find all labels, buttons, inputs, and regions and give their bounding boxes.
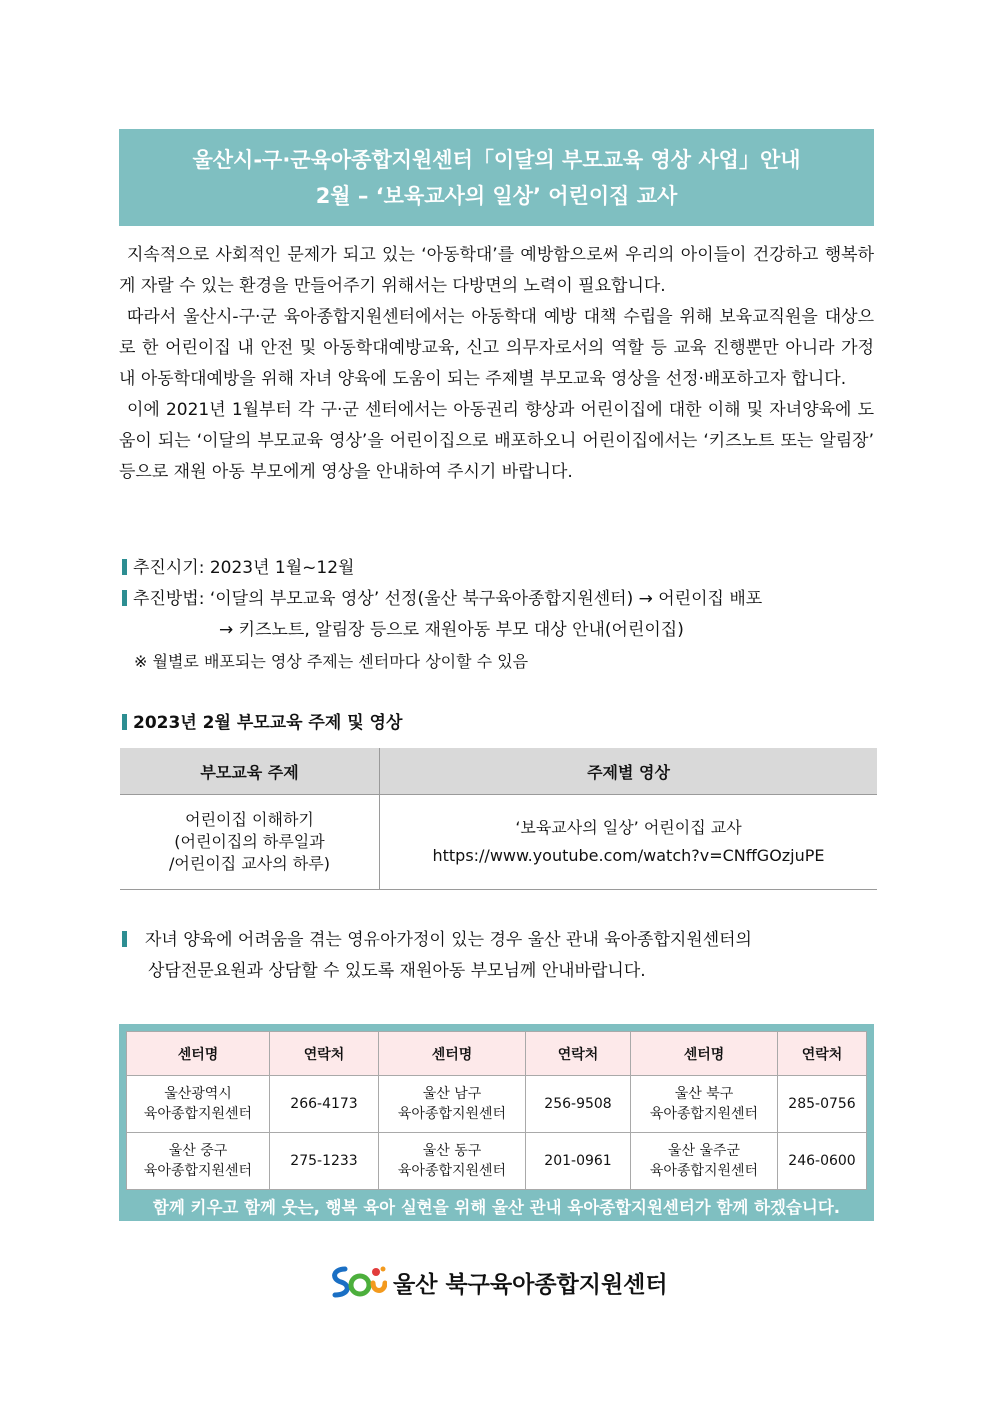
organization-logo bbox=[327, 1262, 668, 1302]
document-title bbox=[119, 129, 874, 226]
section-title bbox=[122, 708, 402, 738]
center-name bbox=[127, 1133, 270, 1190]
topic-line-3: /어린이집 교사의 하루) bbox=[169, 854, 330, 873]
center-name-line-2: 육아종합지원센터 bbox=[397, 1163, 507, 1179]
center-name-line-1: 울산 남구 bbox=[422, 1086, 482, 1102]
center-name-line-1: 울산 동구 bbox=[422, 1143, 482, 1159]
center-name-line-2: 육아종합지원센터 bbox=[143, 1163, 253, 1179]
contact-header: 연락처 bbox=[778, 1032, 867, 1076]
table-row bbox=[127, 1133, 867, 1190]
center-phone: 246-0600 bbox=[778, 1133, 867, 1190]
topic-cell bbox=[120, 795, 380, 890]
topic-line-2: (어린이집의 하루일과 bbox=[174, 832, 325, 851]
contact-header: 연락처 bbox=[270, 1032, 379, 1076]
center-name-header: 센터명 bbox=[379, 1032, 526, 1076]
centers-table bbox=[126, 1031, 867, 1190]
center-name-line-1: 울산 울주군 bbox=[667, 1143, 741, 1159]
org-logo-icon bbox=[327, 1263, 387, 1301]
center-name bbox=[379, 1133, 526, 1190]
center-name-line-2: 육아종합지원센터 bbox=[649, 1163, 759, 1179]
intro-paragraph-3: 이에 2021년 1월부터 각 구·군 센터에서는 아동권리 향상과 어린이집에 대한 이해 및 자녀양육에 도움이 되는 ‘이달의 부모교육 영상’을 어린이집으로 배포하오니 어린이집에서는 ‘키즈노트 또는 알림장’ 등으로 재원 아동 부모에게 영상을 안내하여 주시기 바랍니다. bbox=[119, 400, 874, 482]
center-name bbox=[631, 1076, 778, 1133]
topic-table bbox=[120, 748, 877, 890]
center-name-header: 센터명 bbox=[127, 1032, 270, 1076]
center-name-line-1: 울산광역시 bbox=[164, 1086, 232, 1102]
bullet-bar-icon bbox=[122, 931, 127, 947]
center-name-line-1: 울산 북구 bbox=[674, 1086, 734, 1102]
bullet-bar-icon bbox=[122, 590, 127, 606]
info-period bbox=[122, 553, 874, 584]
topic-header: 부모교육 주제 bbox=[120, 748, 380, 795]
center-phone: 285-0756 bbox=[778, 1076, 867, 1133]
info-period-text: 추진시기: 2023년 1월~12월 bbox=[133, 558, 355, 578]
center-name-line-1: 울산 중구 bbox=[168, 1143, 228, 1159]
info-method bbox=[122, 584, 874, 615]
center-phone: 256-9508 bbox=[526, 1076, 631, 1133]
table-row bbox=[127, 1076, 867, 1133]
note-line-2: 상담전문요원과 상담할 수 있도록 재원아동 부모님께 안내바랍니다. bbox=[148, 961, 646, 981]
video-cell bbox=[380, 795, 878, 890]
center-phone: 201-0961 bbox=[526, 1133, 631, 1190]
intro-paragraph-1: 지속적으로 사회적인 문제가 되고 있는 ‘아동학대’를 예방함으로써 우리의 아이들이 건강하고 행복하게 자랄 수 있는 환경을 만들어주기 위해서는 다방면의 노력이 필요합니다. bbox=[119, 245, 874, 296]
center-name bbox=[127, 1076, 270, 1133]
center-name-line-2: 육아종합지원센터 bbox=[143, 1106, 253, 1122]
title-line-2: 2월 – ‘보육교사의 일상’ 어린이집 교사 bbox=[315, 184, 678, 208]
intro-paragraph-2: 따라서 울산시-구·군 육아종합지원센터에서는 아동학대 예방 대책 수립을 위해 보육교직원을 대상으로 한 어린이집 내 안전 및 아동학대예방교육, 신고 의무자로서의 역할 등 교육 진행뿐만 아니라 가정 내 아동학대예방을 위해 자녀 양육에 도움이 되는 주제별 부모교육 영상을 선정·배포하고자 합니다. bbox=[119, 307, 874, 389]
intro-text bbox=[119, 240, 874, 488]
logo-text: 울산 북구육아종합지원센터 bbox=[393, 1271, 668, 1298]
title-line-1: 울산시-구·군육아종합지원센터「이달의 부모교육 영상 사업」안내 bbox=[192, 148, 801, 172]
section-title-text: 2023년 2월 부모교육 주제 및 영상 bbox=[133, 713, 403, 733]
topic-line-1: 어린이집 이해하기 bbox=[185, 810, 314, 829]
note-line-1: 자녀 양육에 어려움을 겪는 영유아가정이 있는 경우 울산 관내 육아종합지원센터의 bbox=[145, 930, 752, 950]
video-header: 주제별 영상 bbox=[380, 748, 878, 795]
center-name bbox=[631, 1133, 778, 1190]
video-title: ‘보육교사의 일상’ 어린이집 교사 bbox=[515, 818, 742, 837]
info-method-text-1: 추진방법: ‘이달의 부모교육 영상’ 선정(울산 북구육아종합지원센터) → 어린이집 배포 bbox=[133, 589, 763, 609]
center-phone: 266-4173 bbox=[270, 1076, 379, 1133]
center-phone: 275-1233 bbox=[270, 1133, 379, 1190]
center-name-header: 센터명 bbox=[631, 1032, 778, 1076]
counseling-note bbox=[122, 925, 874, 987]
contact-header: 연락처 bbox=[526, 1032, 631, 1076]
video-link[interactable]: https://www.youtube.com/watch?v=CNffGOzjuPE bbox=[432, 846, 825, 865]
center-name-line-2: 육아종합지원센터 bbox=[397, 1106, 507, 1122]
info-remark: ※ 월별로 배포되는 영상 주제는 센터마다 상이할 수 있음 bbox=[134, 652, 529, 671]
centers-box bbox=[119, 1024, 874, 1221]
bullet-bar-icon bbox=[122, 559, 127, 575]
bullet-bar-icon bbox=[122, 714, 127, 730]
centers-footer-message: 함께 키우고 함께 웃는, 행복 육아 실현을 위해 울산 관내 육아종합지원센터가 함께 하겠습니다. bbox=[152, 1198, 841, 1217]
center-name bbox=[379, 1076, 526, 1133]
info-method-continued: → 키즈노트, 알림장 등으로 재원아동 부모 대상 안내(어린이집) bbox=[219, 620, 684, 640]
center-name-line-2: 육아종합지원센터 bbox=[649, 1106, 759, 1122]
